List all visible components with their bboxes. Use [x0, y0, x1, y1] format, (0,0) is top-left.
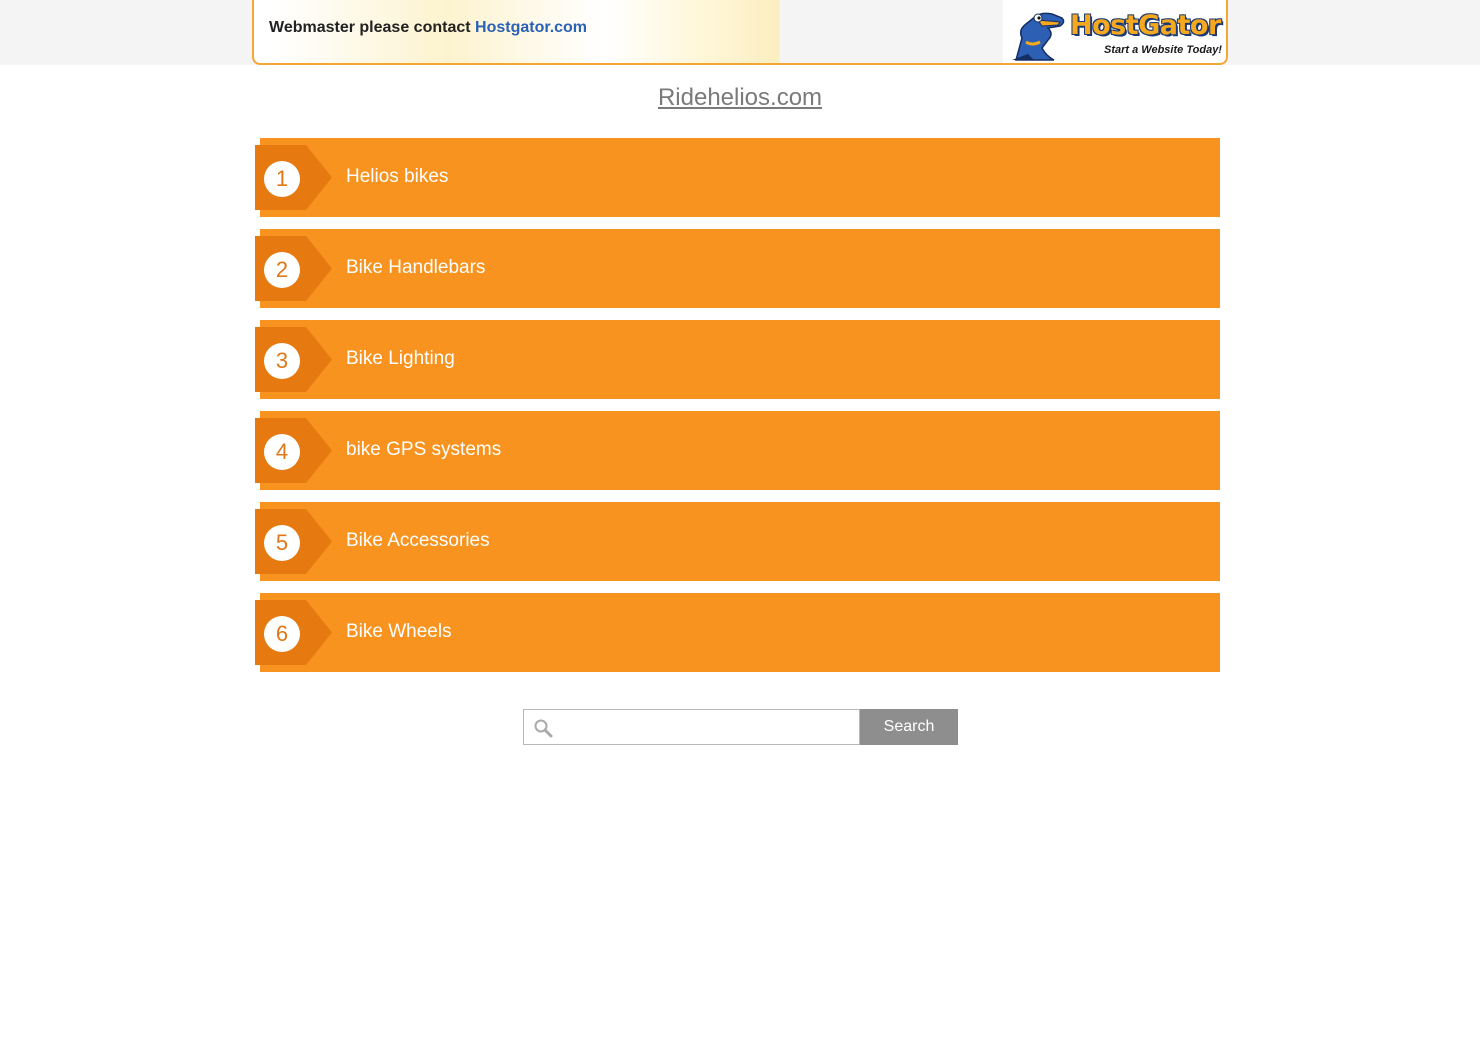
- item-label: Bike Lighting: [346, 348, 455, 369]
- item-label: bike GPS systems: [346, 439, 502, 460]
- item-number: 6: [264, 616, 300, 652]
- hostgator-link[interactable]: Hostgator.com: [475, 19, 588, 36]
- item-number: 5: [264, 525, 300, 561]
- search-form: [523, 709, 958, 745]
- related-link-item-4[interactable]: [255, 411, 1220, 490]
- item-number: 4: [264, 434, 300, 470]
- hostgator-logo[interactable]: [1008, 4, 1224, 62]
- hostgator-logo-title: HostGator: [1070, 10, 1221, 41]
- item-number: 3: [264, 343, 300, 379]
- hosting-banner: [252, 0, 1228, 65]
- banner-prefix: Webmaster please contact: [269, 19, 471, 36]
- item-label: Bike Handlebars: [346, 257, 486, 278]
- related-link-item-3[interactable]: [255, 320, 1220, 399]
- related-link-item-6[interactable]: [255, 593, 1220, 672]
- gator-mascot-icon: [1008, 4, 1068, 62]
- search-field: [523, 709, 860, 745]
- search-button[interactable]: Search: [860, 709, 958, 745]
- site-title[interactable]: Ridehelios.com: [657, 84, 823, 111]
- hostgator-logo-tagline: Start a Website Today!: [1104, 44, 1222, 56]
- banner-message: [269, 19, 587, 37]
- item-number: 2: [264, 252, 300, 288]
- related-link-item-2[interactable]: [255, 229, 1220, 308]
- related-links-list: [255, 138, 1220, 684]
- related-link-item-1[interactable]: [255, 138, 1220, 217]
- item-number: 1: [264, 161, 300, 197]
- search-icon: [533, 718, 553, 738]
- item-label: Bike Accessories: [346, 530, 490, 551]
- search-input[interactable]: [556, 714, 852, 740]
- related-link-item-5[interactable]: [255, 502, 1220, 581]
- item-label: Helios bikes: [346, 166, 449, 187]
- item-label: Bike Wheels: [346, 621, 452, 642]
